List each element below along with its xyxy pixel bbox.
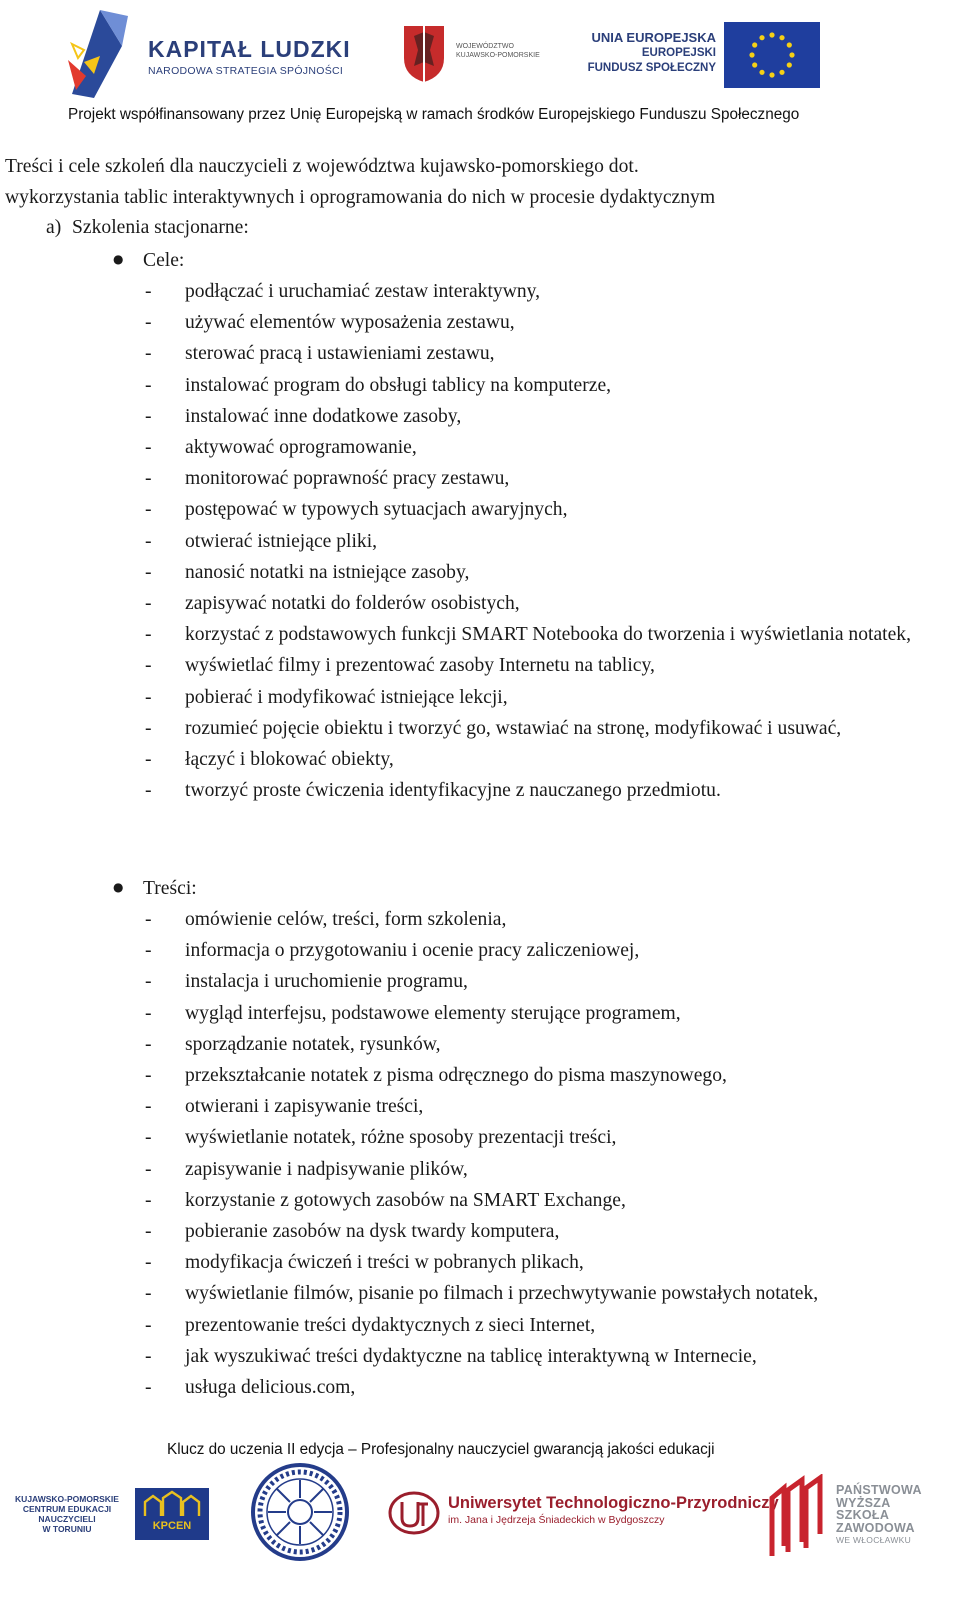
kpcen-line-4: W TORUNIU	[42, 1524, 92, 1534]
voivodeship-line-1: WOJEWÓDZTWO	[456, 43, 514, 50]
pwsz-line-5: WE WŁOCŁAWKU	[836, 1535, 912, 1546]
kpcen-name	[8, 1494, 126, 1534]
section-a-heading	[46, 212, 249, 243]
goal-item: - nanosić notatki na istniejące zasoby,	[145, 557, 935, 588]
utp-name: Uniwersytet Technologiczno-Przyrodniczy	[448, 1494, 779, 1512]
content-item: - prezentowanie treści dydaktycznych z sieci Internet,	[145, 1310, 935, 1341]
kapital-ludzki-title: KAPITAŁ LUDZKI	[148, 36, 351, 62]
eu-flag-icon	[724, 22, 820, 88]
goal-item: - używać elementów wyposażenia zestawu,	[145, 307, 935, 338]
content-item: - jak wyszukiwać treści dydaktyczne na tablicę interaktywną w Internecie,	[145, 1341, 935, 1372]
content-item: - modyfikacja ćwiczeń i treści w pobranych plikach,	[145, 1247, 935, 1278]
document-title-line-2: wykorzystania tablic interaktywnych i oprogramowania do nich w procesie dydaktycznym	[5, 187, 716, 208]
bullet-icon: ●	[113, 880, 124, 894]
goal-item: - tworzyć proste ćwiczenia identyfikacyjne z nauczanego przedmiotu.	[145, 775, 935, 806]
contents-heading-text: Treści:	[143, 878, 197, 899]
section-a-label: a)	[46, 217, 62, 238]
goals-heading	[113, 244, 184, 276]
contents-heading	[113, 872, 197, 904]
goal-item: - aktywować oprogramowanie,	[145, 432, 935, 463]
section-a-title: Szkolenia stacjonarne:	[72, 217, 249, 238]
pwsz-line-3: SZKOŁA	[836, 1508, 890, 1523]
bullet-icon: ●	[113, 252, 124, 266]
content-item: - wyświetlanie filmów, pisanie po filmach i przechwytywanie powstałych notatek,	[145, 1278, 935, 1309]
content-item: - korzystanie z gotowych zasobów na SMART Exchange,	[145, 1185, 935, 1216]
kpcen-line-3: NAUCZYCIELI	[38, 1514, 96, 1524]
voivodeship-line-2: KUJAWSKO-POMORSKIE	[456, 52, 540, 59]
content-item: - usługa delicious.com,	[145, 1372, 935, 1403]
goal-item: - rozumieć pojęcie obiektu i tworzyć go, wstawiać na stronę, modyfikować i usuwać,	[145, 713, 935, 744]
pwsz-logo-icon	[766, 1474, 826, 1560]
pwsz-wordmark	[836, 1484, 922, 1547]
goal-item: - postępować w typowych sytuacjach awaryjnych,	[145, 494, 935, 525]
content-item: - przekształcanie notatek z pisma odręcznego do pisma maszynowego,	[145, 1060, 935, 1091]
content-item: - pobieranie zasobów na dysk twardy komputera,	[145, 1216, 935, 1247]
project-footer-line: Klucz do uczenia II edycja – Profesjonalny nauczyciel gwarancją jakości edukacji	[167, 1441, 715, 1458]
goal-item: - instalować inne dodatkowe zasoby,	[145, 401, 935, 432]
kpcen-logo-icon	[133, 1486, 211, 1542]
goal-item: - korzystać z podstawowych funkcji SMART Notebooka do tworzenia i wyświetlania notatek,	[145, 619, 935, 650]
eu-line-1: UNIA EUROPEJSKA	[591, 30, 716, 45]
pwsz-line-2: WYŻSZA	[836, 1495, 891, 1510]
utp-logo-icon	[388, 1490, 440, 1536]
pwsz-line-4: ZAWODOWA	[836, 1520, 915, 1535]
voivodeship-name	[456, 42, 540, 60]
goal-item: - zapisywać notatki do folderów osobistych,	[145, 588, 935, 619]
content-item: - otwierani i zapisywanie treści,	[145, 1091, 935, 1122]
goals-list	[145, 276, 935, 806]
goal-item: - pobierać i modyfikować istniejące lekcji,	[145, 682, 935, 713]
document-title-line-1: Treści i cele szkoleń dla nauczycieli z województwa kujawsko-pomorskiego dot.	[5, 156, 639, 177]
kapital-ludzki-wordmark	[148, 36, 351, 77]
content-item: - sporządzanie notatek, rysunków,	[145, 1029, 935, 1060]
goal-item: - wyświetlać filmy i prezentować zasoby Internetu na tablicy,	[145, 650, 935, 681]
kapital-ludzki-logo-icon	[64, 6, 134, 98]
page-header	[0, 0, 960, 135]
goal-item: - otwierać istniejące pliki,	[145, 526, 935, 557]
eu-line-2: EUROPEJSKI	[641, 47, 716, 59]
pwsz-line-1: PAŃSTWOWA	[836, 1483, 922, 1497]
kapital-ludzki-subtitle: NARODOWA STRATEGIA SPÓJNOŚCI	[148, 65, 344, 77]
eu-esf-wordmark	[578, 30, 716, 76]
utp-subtitle: im. Jana i Jędrzeja Śniadeckich w Bydgoszczy	[448, 1514, 665, 1526]
content-item: - instalacja i uruchomienie programu,	[145, 966, 935, 997]
goal-item: - monitorować poprawność pracy zestawu,	[145, 463, 935, 494]
content-item: - omówienie celów, treści, form szkolenia,	[145, 904, 935, 935]
contents-list	[145, 904, 935, 1403]
document-title	[5, 150, 715, 215]
content-item: - wyświetlanie notatek, różne sposoby prezentacji treści,	[145, 1122, 935, 1153]
goal-item: - łączyć i blokować obiekty,	[145, 744, 935, 775]
goal-item: - sterować pracą i ustawieniami zestawu,	[145, 338, 935, 369]
university-seal-icon	[250, 1462, 350, 1562]
eu-line-3: FUNDUSZ SPOŁECZNY	[587, 62, 716, 74]
content-item: - zapisywanie i nadpisywanie plików,	[145, 1154, 935, 1185]
kpcen-line-1: KUJAWSKO-POMORSKIE	[15, 1494, 119, 1504]
kpcen-line-2: CENTRUM EDUKACJI	[22, 1504, 112, 1514]
voivodeship-crest-icon	[400, 22, 448, 84]
goal-item: - instalować program do obsługi tablicy na komputerze,	[145, 370, 935, 401]
goals-heading-text: Cele:	[143, 250, 185, 271]
utp-wordmark	[448, 1494, 779, 1527]
cofinance-statement: Projekt współfinansowany przez Unię Europejską w ramach środków Europejskiego Funduszu Społecznego	[68, 106, 800, 123]
content-item: - informacja o przygotowaniu i ocenie pracy zaliczeniowej,	[145, 935, 935, 966]
goal-item: - podłączać i uruchamiać zestaw interaktywny,	[145, 276, 935, 307]
content-item: - wygląd interfejsu, podstawowe elementy sterujące programem,	[145, 998, 935, 1029]
kpcen-badge-text: KPCEN	[152, 1520, 192, 1532]
